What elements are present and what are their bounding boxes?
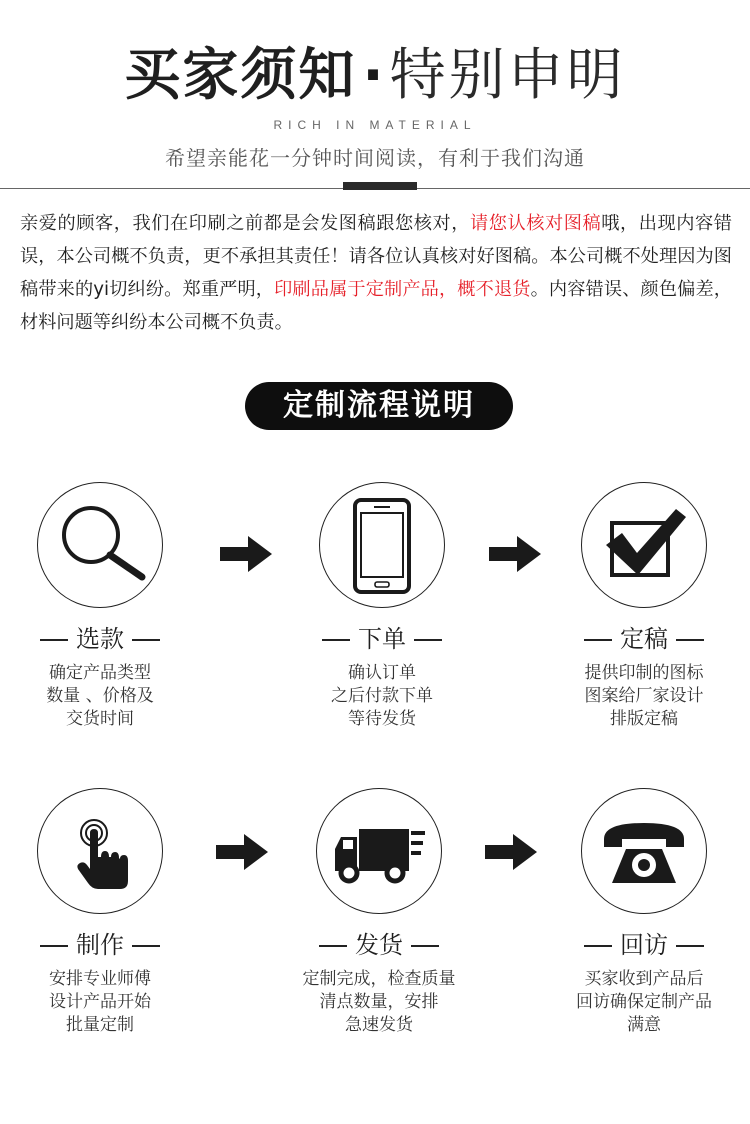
divider-bar [343,182,417,190]
arrow-right-icon [485,834,537,870]
step-circle [319,482,445,608]
desc-line: 确认订单 [348,663,416,683]
desc-line: 急速发货 [345,1015,413,1035]
title-dash-right [132,945,160,947]
title-dash-right [414,639,442,641]
desc-line: 之后付款下单 [331,686,433,706]
step-place-order [282,482,482,731]
desc-line: 清点数量，安排 [319,992,439,1012]
title-dash-right [676,639,704,641]
step-finalize-design [544,482,744,731]
step-select-style [0,482,200,731]
title-dash-right [132,639,160,641]
desc-line: 图案给厂家设计 [584,686,704,706]
step-title: 下单 [358,625,406,653]
step-circle [581,482,707,608]
step-circle [581,788,707,914]
smartphone-icon [320,483,444,607]
title-light: 特别申明 [389,43,626,108]
notice-text-3: 。内容错误、颜色偏差，材料问题等纠纷本公司概不负责。 [20,279,732,333]
desc-line: 交货时间 [66,709,134,729]
step-shipping [279,788,479,1037]
desc-line: 数量 、价格及 [46,686,154,706]
step-description [279,968,479,1037]
step-description [282,662,482,731]
title-dash-right [411,945,439,947]
step-title: 选款 [76,625,124,653]
title-dash-left [40,945,68,947]
step-title: 发货 [355,931,403,959]
touch-hand-icon [38,789,162,913]
desc-line: 批量定制 [66,1015,134,1035]
title-dash-left [319,945,347,947]
delivery-truck-icon [317,789,441,913]
step-description [0,662,200,731]
notice-text-1: 亲爱的顾客，我们在印刷之前都是会发图稿跟您核对， [20,213,471,234]
step-production [0,788,200,1037]
title-dot: · [362,43,384,108]
desc-line: 满意 [627,1015,661,1035]
title-dash-left [322,639,350,641]
desc-line: 定制完成，检查质量 [302,969,456,989]
desc-line: 回访确保定制产品 [576,992,712,1012]
title-dash-right [676,945,704,947]
step-title: 制作 [76,931,124,959]
desc-line: 确定产品类型 [49,663,151,683]
arrow-right-icon [216,834,268,870]
arrow-right-icon [220,536,272,572]
step-title: 回访 [620,931,668,959]
desc-line: 排版定稿 [610,709,678,729]
step-title: 定稿 [620,625,668,653]
desc-line: 等待发货 [348,709,416,729]
notice-paragraph [20,207,732,339]
step-circle [37,482,163,608]
title-dash-left [40,639,68,641]
subtitle-cn: 希望亲能花一分钟时间阅读，有利于我们沟通 [165,146,585,170]
step-description [0,968,200,1037]
header [0,0,750,200]
checkbox-icon [582,483,706,607]
section-title: 定制流程说明 [245,382,513,430]
desc-line: 买家收到产品后 [584,969,704,989]
step-follow-up [544,788,744,1037]
arrow-right-icon [489,536,541,572]
magnifier-icon [38,483,162,607]
step-description [544,662,744,731]
subtitle-en: RICH IN MATERIAL [273,118,477,132]
notice-highlight-1: 请您认核对图稿 [470,213,602,234]
notice-text-2: 哦，出现内容错误，本公司概不负责，更不承担其责任！请各位认真核对好图稿。本公司概不处理因为图稿带来的yi切纠纷。郑重严明， [20,213,732,300]
page-title [0,40,750,112]
desc-line: 安排专业师傅 [49,969,151,989]
step-circle [37,788,163,914]
title-bold: 买家须知 [124,43,357,108]
desc-line: 提供印制的图标 [584,663,704,683]
title-dash-left [584,639,612,641]
desc-line: 设计产品开始 [49,992,151,1012]
step-circle [316,788,442,914]
step-description [544,968,744,1037]
telephone-icon [582,789,706,913]
notice-highlight-2: 印刷品属于定制产品，概不退货 [274,279,531,300]
title-dash-left [584,945,612,947]
